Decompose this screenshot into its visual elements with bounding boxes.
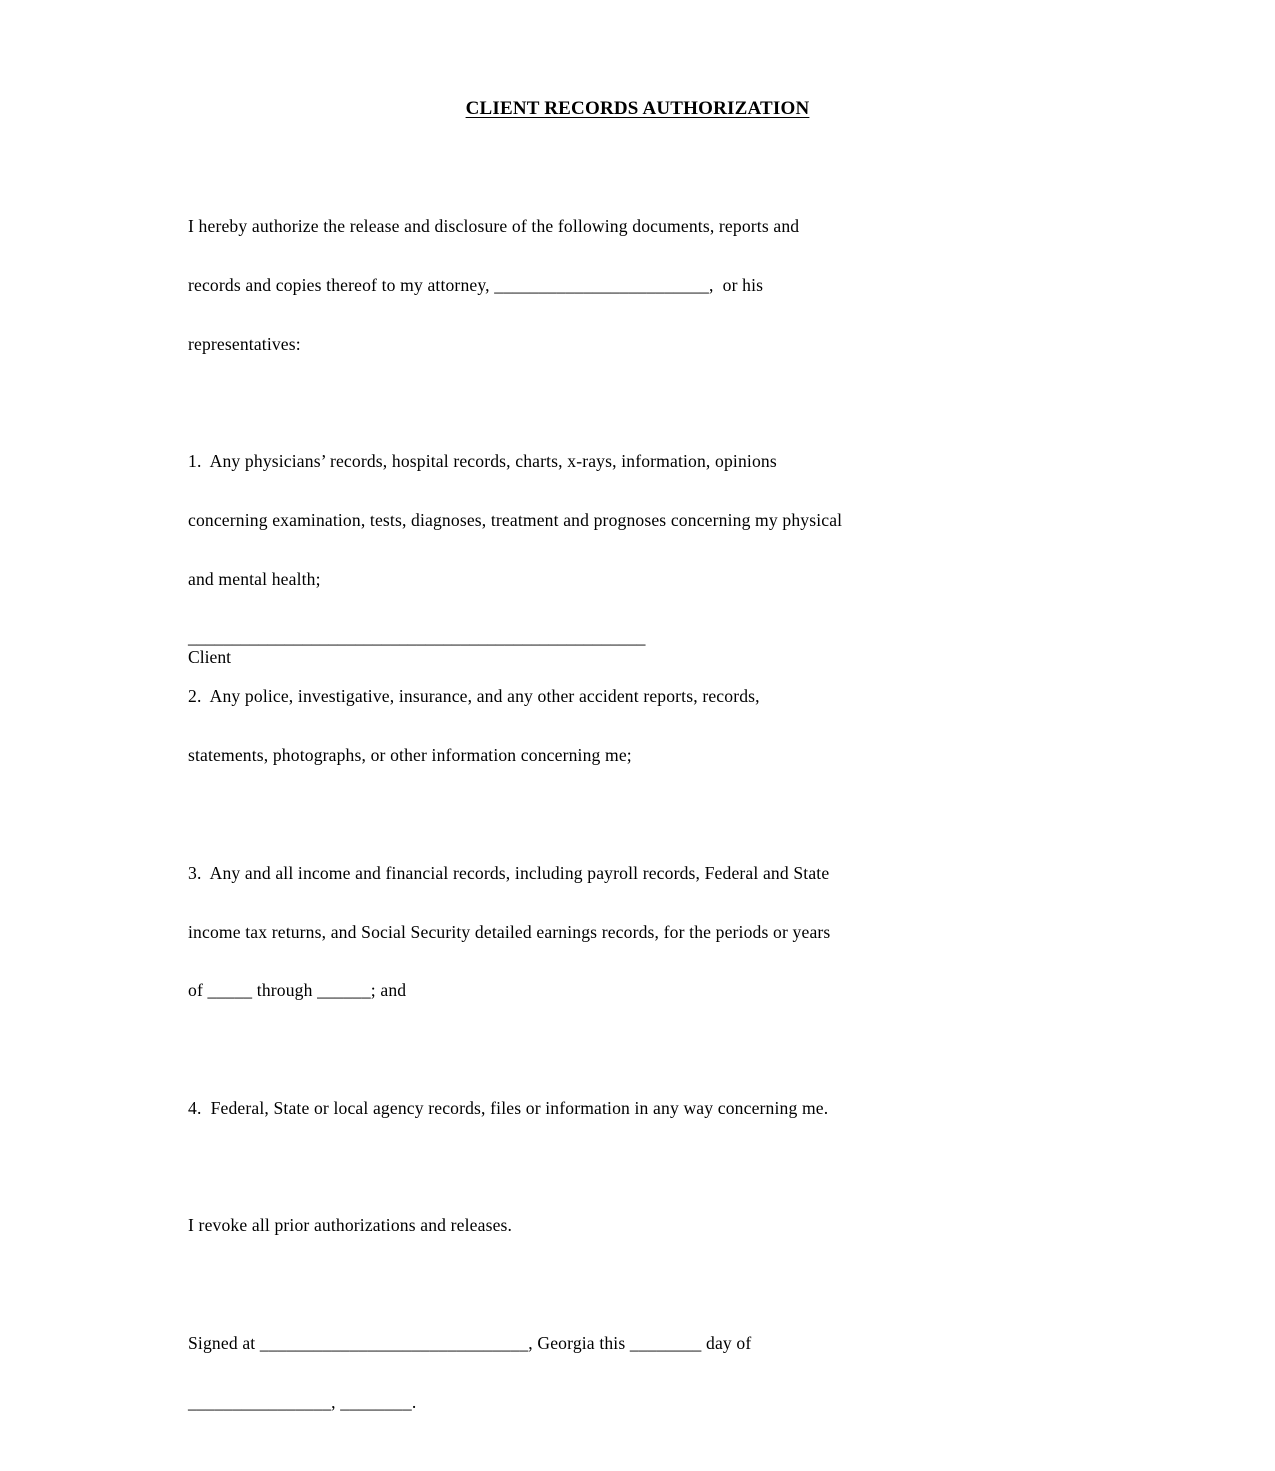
signed-at-line: Signed at ______________________________, Georgia this ________ day of xyxy=(188,1333,752,1354)
document-body xyxy=(188,178,1098,1471)
signature-block xyxy=(188,628,645,667)
revoke-paragraph xyxy=(188,1177,1098,1275)
item-2-paragraph xyxy=(188,648,1098,805)
signed-at-paragraph xyxy=(188,1295,1098,1452)
item-2-line: statements, photographs, or other information concerning me; xyxy=(188,745,632,766)
item-4-line: 4. Federal, State or local agency records, files or information in any way concerning me. xyxy=(188,1097,829,1118)
item-3-line: 3. Any and all income and financial records, including payroll records, Federal and State xyxy=(188,862,830,883)
signature-line: ____________________________________________________ xyxy=(188,627,646,647)
item-3-paragraph xyxy=(188,825,1098,1041)
revoke-line: I revoke all prior authorizations and releases. xyxy=(188,1215,513,1236)
intro-line: representatives: xyxy=(188,333,301,354)
signed-date-line: ________________, ________. xyxy=(188,1391,417,1412)
document-title-text: CLIENT RECORDS AUTHORIZATION xyxy=(465,98,810,119)
intro-line-attorney: records and copies thereof to my attorney, ________________________, or his xyxy=(188,274,764,295)
item-4-paragraph xyxy=(188,1060,1098,1158)
item-3-line-years: of _____ through ______; and xyxy=(188,980,407,1001)
item-2-line: 2. Any police, investigative, insurance, and any other accident reports, records, xyxy=(188,686,760,707)
item-1-paragraph xyxy=(188,413,1098,629)
intro-line: I hereby authorize the release and disclosure of the following documents, reports and xyxy=(188,216,800,237)
item-1-line: and mental health; xyxy=(188,568,321,589)
intro-paragraph xyxy=(188,178,1098,394)
item-1-line: 1. Any physicians’ records, hospital records, charts, x-rays, information, opinions xyxy=(188,451,777,472)
item-1-line: concerning examination, tests, diagnoses, treatment and prognoses concerning my physical xyxy=(188,510,843,531)
signature-label: Client xyxy=(188,646,232,667)
item-3-line: income tax returns, and Social Security detailed earnings records, for the periods or years xyxy=(188,921,831,942)
document-title xyxy=(0,97,1275,121)
